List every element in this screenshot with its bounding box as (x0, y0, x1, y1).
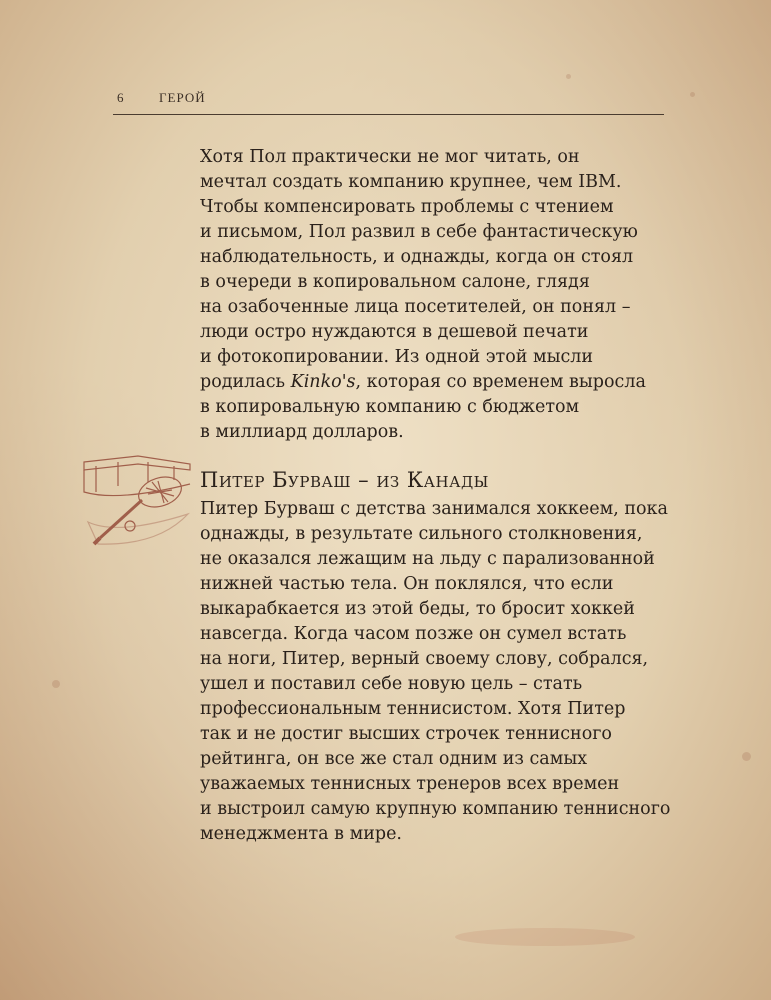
text-fragment: родилась (200, 372, 291, 392)
page-header (113, 90, 664, 115)
company-name-italic: Kinko's (290, 372, 356, 392)
section-heading: Питер Бурваш – из Канады (200, 468, 489, 492)
tennis-racket-icon (78, 452, 196, 548)
paper-stain (742, 752, 751, 761)
paragraph-paul (200, 145, 680, 445)
text-line (200, 370, 680, 395)
paper-stain (690, 92, 695, 97)
text-line: менеджмента в мире. (200, 824, 402, 844)
text-line: в копировальную компанию с бюджетом (200, 397, 580, 417)
text-line: и фотокопировании. Из одной этой мысли (200, 347, 594, 367)
text-line: не оказался лежащим на льду с парализованной (200, 549, 655, 569)
text-fragment: , которая со временем выросла (355, 372, 646, 392)
text-line: и письмом, Пол развил в себе фантастическую (200, 222, 638, 242)
text-line: рейтинга, он все же стал одним из самых (200, 749, 588, 769)
paper-stain (566, 74, 571, 79)
text-line: выкарабкается из этой беды, то бросит хоккей (200, 599, 635, 619)
text-line: нижней частью тела. Он поклялся, что если (200, 574, 614, 594)
text-line: в очереди в копировальном салоне, глядя (200, 272, 590, 292)
text-line: Чтобы компенсировать проблемы с чтением (200, 197, 614, 217)
text-line: ушел и поставил себе новую цель – стать (200, 674, 583, 694)
text-line: и выстроил самую крупную компанию теннисного (200, 799, 671, 819)
paragraph-peter (200, 497, 680, 847)
text-line: уважаемых теннисных тренеров всех времен (200, 774, 620, 794)
text-line: мечтал создать компанию крупнее, чем IBM. (200, 172, 622, 192)
text-line: Питер Бурваш с детства занимался хоккеем, пока (200, 499, 668, 519)
page-number: 6 (117, 90, 124, 105)
paper-stain (455, 928, 635, 946)
text-line: навсегда. Когда часом позже он сумел встать (200, 624, 627, 644)
text-line: профессиональным теннисистом. Хотя Питер (200, 699, 626, 719)
text-line: Хотя Пол практически не мог читать, он (200, 147, 580, 167)
text-line: наблюдательность, и однажды, когда он стоял (200, 247, 634, 267)
text-line: так и не достиг высших строчек теннисного (200, 724, 612, 744)
text-line: на озабоченные лица посетителей, он понял – (200, 297, 631, 317)
text-line: однажды, в результате сильного столкновения, (200, 524, 643, 544)
paper-stain (52, 680, 60, 688)
text-line: в миллиард долларов. (200, 422, 404, 442)
text-line: на ноги, Питер, верный своему слову, собрался, (200, 649, 649, 669)
text-line: люди остро нуждаются в дешевой печати (200, 322, 589, 342)
running-head: ГЕРОЙ (159, 90, 206, 105)
